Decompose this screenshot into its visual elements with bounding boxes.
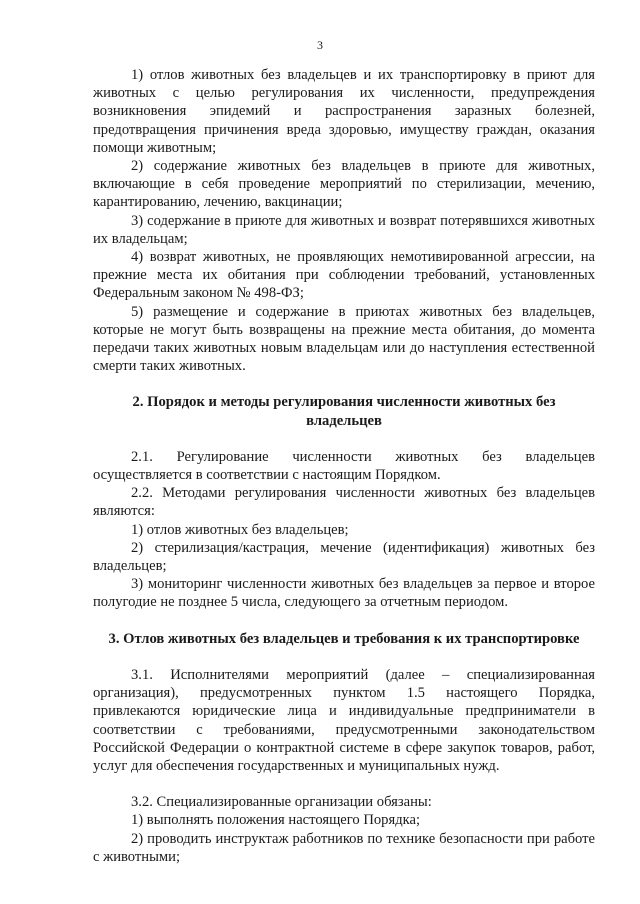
paragraph: 3.1. Исполнителями мероприятий (далее – специализированная организация), предусмотренных пунктом 1.5 настоящего Порядка, привлекаются юридические лица и индивидуальные предприниматели в соответствии с требованиями, предусмотренными законодательством Российской Федерации о контрактной системе в сфере закупок товаров, работ, услуг для обеспечения государственных и муниципальных нужд. bbox=[93, 666, 595, 774]
list-item: 1) выполнять положения настоящего Порядка; bbox=[131, 812, 421, 829]
list-item: 5) размещение и содержание в приютах животных без владельцев, которые не могут быть возвращены на прежние места обитания, до момента передачи таких животных новым владельцам или до наступления естественной смерти таких животных. bbox=[93, 303, 595, 375]
list-item: 2) стерилизация/кастрация, мечение (идентификация) животных без владельцев; bbox=[93, 539, 595, 575]
list-item: 1) отлов животных без владельцев и их транспортировку в приют для животных с целью регулирования их численности, предупреждения возникновения эпидемий и распространения заразных болезней, предотвращения причинения вреда здоровью, имуществу граждан, оказания помощи животным; bbox=[93, 67, 595, 156]
list-item: 4) возврат животных, не проявляющих немотивированной агрессии, на прежние места их обитания при соблюдении требований, установленных Федеральным законом № 498-ФЗ; bbox=[93, 249, 595, 302]
section-heading: 3. Отлов животных без владельцев и требования к их транспортировке bbox=[108, 630, 580, 647]
document-body bbox=[93, 66, 595, 866]
list-item: 3) мониторинг численности животных без владельцев за первое и второе полугодие не позднее 5 числа, следующего за отчетным периодом. bbox=[93, 576, 595, 611]
section-heading: 2. Порядок и методы регулирования численности животных без владельцев bbox=[132, 394, 556, 429]
paragraph: 2.2. Методами регулирования численности животных без владельцев являются: bbox=[93, 485, 595, 520]
list-item: 3) содержание в приюте для животных и возврат потерявшихся животных их владельцам; bbox=[93, 212, 595, 247]
list-item: 2) проводить инструктаж работников по технике безопасности при работе с животными; bbox=[93, 830, 595, 865]
page-number: 3 bbox=[317, 38, 323, 52]
list-item: 2) содержание животных без владельцев в приюте для животных, включающие в себя проведение мероприятий по стерилизации, мечению, карантированию, лечению, вакцинации; bbox=[93, 158, 595, 211]
list-item: 1) отлов животных без владельцев; bbox=[131, 521, 349, 538]
paragraph: 3.2. Специализированные организации обязаны: bbox=[131, 794, 432, 811]
paragraph: 2.1. Регулирование численности животных без владельцев осуществляется в соответствии с настоящим Порядком. bbox=[93, 448, 595, 484]
